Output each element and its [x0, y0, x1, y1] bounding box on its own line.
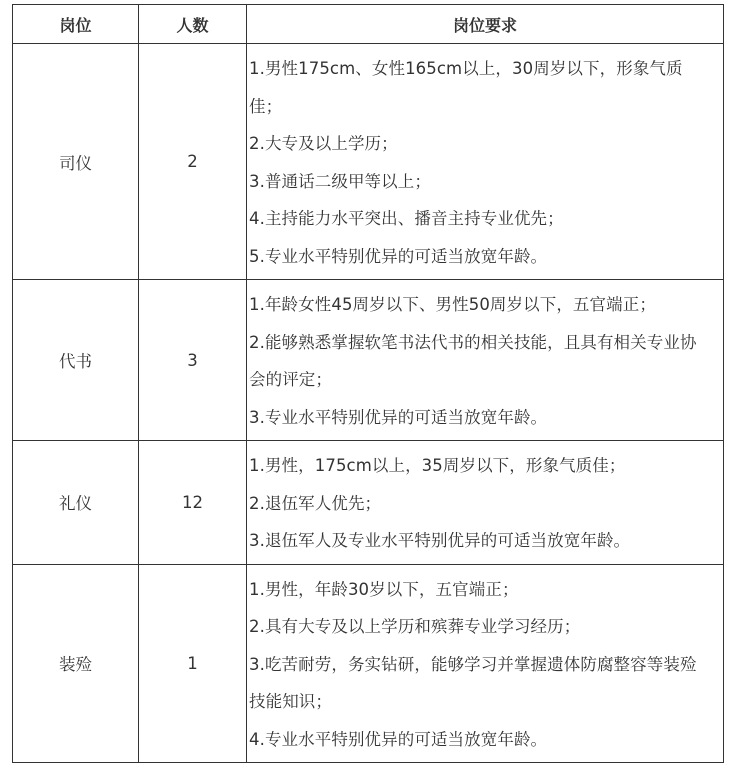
- requirement-line: 4.主持能力水平突出、播音主持专业优先；: [249, 209, 564, 228]
- row-count: 12: [139, 441, 247, 565]
- requirement-line: 3.吃苦耐劳，务实钻研，能够学习并掌握遗体防腐整容等装殓: [249, 654, 697, 674]
- header-row: [13, 5, 724, 44]
- requirement-line: 1.男性，年龄30岁以下，五官端正；: [249, 579, 519, 599]
- row-requirements: [247, 44, 724, 280]
- requirement-line: 会的评定；: [249, 370, 332, 389]
- requirement-line: 2.具有大专及以上学历和殡葬专业学习经历；: [249, 617, 581, 636]
- row-count: 3: [139, 280, 247, 441]
- row-requirements: [247, 441, 724, 565]
- row-position: 代书: [13, 280, 139, 441]
- header-position: 岗位: [13, 5, 139, 44]
- requirement-line: 2.大专及以上学历；: [249, 134, 398, 153]
- table-row: [13, 564, 724, 763]
- row-count: 2: [139, 44, 247, 280]
- requirement-line: 1.男性，175cm以上，35周岁以下，形象气质佳；: [249, 456, 626, 475]
- requirement-line: 1.年龄女性45周岁以下、男性50周岁以下，五官端正；: [249, 295, 656, 314]
- header-count: 人数: [139, 5, 247, 44]
- requirement-line: 技能知识；: [249, 692, 332, 711]
- requirement-line: 3.退伍军人及专业水平特别优异的可适当放宽年龄。: [249, 531, 631, 550]
- header-requirements: 岗位要求: [247, 5, 724, 44]
- requirement-line: 2.退伍军人优先；: [249, 493, 382, 513]
- table-row: [13, 441, 724, 565]
- requirement-line: 4.专业水平特别优异的可适当放宽年龄。: [249, 729, 548, 749]
- requirement-line: 5.专业水平特别优异的可适当放宽年龄。: [249, 246, 548, 266]
- table-row: [13, 280, 724, 441]
- row-position: 装殓: [13, 564, 139, 763]
- row-requirements: [247, 280, 724, 441]
- recruitment-table: [12, 4, 724, 763]
- requirement-line: 2.能够熟悉掌握软笔书法代书的相关技能，且具有相关专业协: [249, 332, 697, 352]
- row-requirements: [247, 564, 724, 763]
- row-count: 1: [139, 564, 247, 763]
- requirement-line: 3.专业水平特别优异的可适当放宽年龄。: [249, 407, 548, 427]
- row-position: 礼仪: [13, 441, 139, 565]
- table-row: [13, 44, 724, 280]
- requirement-line: 1.男性175cm、女性165cm以上，30周岁以下，形象气质: [249, 59, 683, 78]
- requirement-line: 3.普通话二级甲等以上；: [249, 171, 431, 191]
- requirement-line: 佳；: [249, 96, 283, 116]
- row-position: 司仪: [13, 44, 139, 280]
